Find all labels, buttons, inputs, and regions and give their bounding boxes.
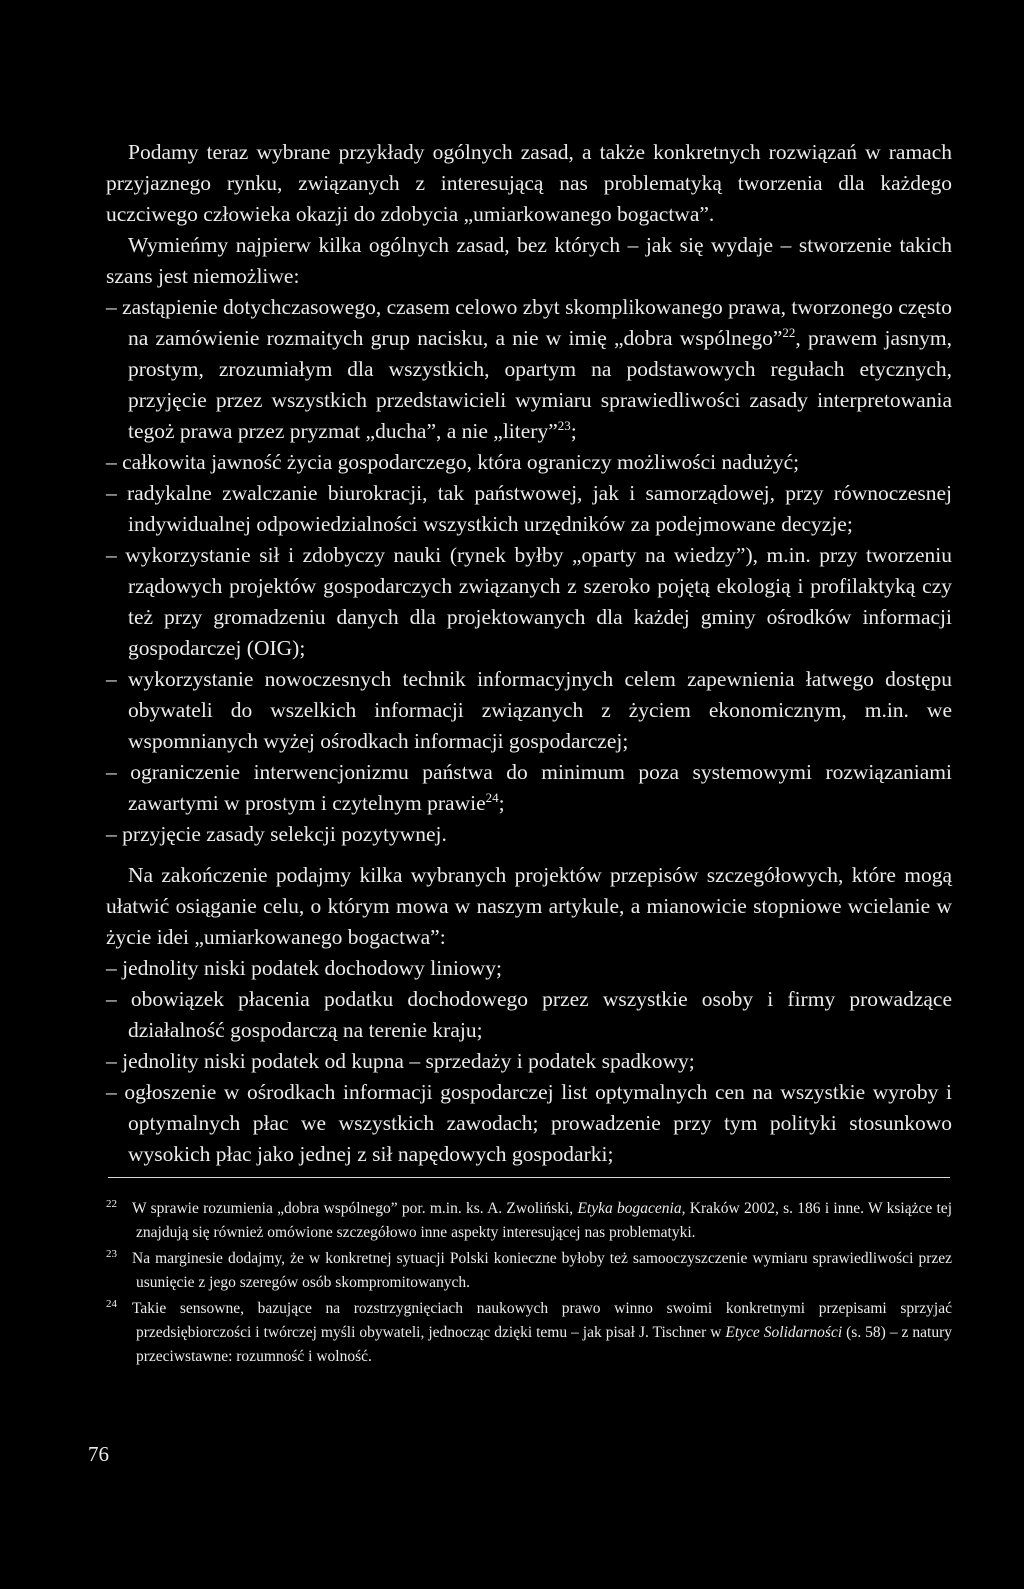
list-item: – obowiązek płacenia podatku dochodowego przez wszystkie osoby i firmy prowadzące działalność gospodarczą na terenie kraju; <box>106 987 952 1042</box>
main-text <box>106 137 952 1170</box>
paragraph-intro: Podamy teraz wybrane przykłady ogólnych zasad, a także konkretnych rozwiązań w ramach przyjaznego rynku, związanych z interesującą nas problematyką tworzenia dla każdego uczciwego człowieka okazji do zdobycia „umiarkowanego bogactwa”. <box>106 140 952 226</box>
paragraph-detailed-projects: Na zakończenie podajmy kilka wybranych projektów przepisów szczegółowych, które mogą ułatwić osiąganie celu, o którym mowa w naszym artykule, a mianowicie stopniowe wcielanie w życie idei „umiarkowanego bogactwa”: <box>106 863 952 949</box>
principles-list <box>106 292 952 850</box>
list-item: – ograniczenie interwencjonizmu państwa do minimum poza systemowymi rozwiązaniami zawartymi w prostym i czytelnym prawie$^{24}$; <box>106 760 952 815</box>
footnote-24: 24 Takie sensowne, bazujące na rozstrzygnięciach naukowych prawo winno swoimi konkretnymi przepisami sprzyjać przedsiębiorczości i twórczej myśli obywateli, jednocząc dzięki temu – jak pisał J. Tischner w Etyce Solidarności (s. 58) – z natury przeciwstawne: rozumność i wolność. <box>106 1297 952 1365</box>
footnote-ref-22[interactable]: 22 <box>782 324 796 340</box>
footnote-ref-23[interactable]: 23 <box>557 417 571 433</box>
footnotes <box>106 1197 952 1371</box>
list-item: – zastąpienie dotychczasowego, czasem celowo zbyt skomplikowanego prawa, tworzonego często na zamówienie rozmaitych grup nacisku, a nie w imię „dobra wspólnego”$^{22}$, prawem jasnym, prostym, zrozumiałym dla wszystkich, opartym na podstawowych regułach etycznych, przyjęcie przez wszystkich przedstawicieli wymiaru sprawiedliwości zasady interpretowania tegoż prawa przez pryzmat „ducha”, a nie „litery”$^{23}$; <box>106 295 952 443</box>
footnote-22: 22 W sprawie rozumienia „dobra wspólnego” por. m.in. ks. A. Zwoliński, Etyka bogacenia, Kraków 2002, s. 186 i inne. W książce tej znajdują się również omówione szczegółowo inne aspekty interesującej nas problematyki. <box>106 1197 952 1241</box>
footnote-23: 23 Na marginesie dodajmy, że w konkretnej sytuacji Polski konieczne byłoby też samooczyszczenie wymiaru sprawiedliwości przez usunięcie z jego szeregów osób skompromitowanych. <box>106 1247 952 1291</box>
list-item: – przyjęcie zasady selekcji pozytywnej. <box>106 822 447 846</box>
list-item: – ogłoszenie w ośrodkach informacji gospodarczej list optymalnych cen na wszystkie wyroby i optymalnych płac we wszystkich zawodach; prowadzenie przy tym polityki stosunkowo wysokich płac jako jednej z sił napędowych gospodarki; <box>106 1080 952 1166</box>
list-item: – wykorzystanie nowoczesnych technik informacyjnych celem zapewnienia łatwego dostępu obywateli do wszelkich informacji związanych z życiem ekonomicznym, m.in. we wspomnianych wyżej ośrodkach informacji gospodarczej; <box>106 667 952 753</box>
page-number: 76 <box>88 1442 109 1466</box>
list-item: – jednolity niski podatek dochodowy liniowy; <box>106 956 502 980</box>
list-item: – całkowita jawność życia gospodarczego, która ograniczy możliwości nadużyć; <box>106 450 800 474</box>
footnote-ref-24[interactable]: 24 <box>485 789 499 805</box>
projects-list <box>106 953 952 1170</box>
list-item: – wykorzystanie sił i zdobyczy nauki (rynek byłby „oparty na wiedzy”), m.in. przy tworzeniu rządowych projektów gospodarczych związanych z szeroko pojętą ekologią i profilaktyką czy też przy gromadzeniu danych dla projektowanych dla każdej gminy ośrodków informacji gospodarczej (OIG); <box>106 543 952 660</box>
footnote-divider <box>108 1177 950 1178</box>
list-item: – jednolity niski podatek od kupna – sprzedaży i podatek spadkowy; <box>106 1049 695 1073</box>
spacer <box>106 850 952 860</box>
paragraph-general-principles: Wymieńmy najpierw kilka ogólnych zasad, bez których – jak się wydaje – stworzenie takich szans jest niemożliwe: <box>106 233 952 288</box>
list-item: – radykalne zwalczanie biurokracji, tak państwowej, jak i samorządowej, przy równoczesnej indywidualnej odpowiedzialności wszystkich urzędników za podejmowane decyzje; <box>106 481 952 536</box>
